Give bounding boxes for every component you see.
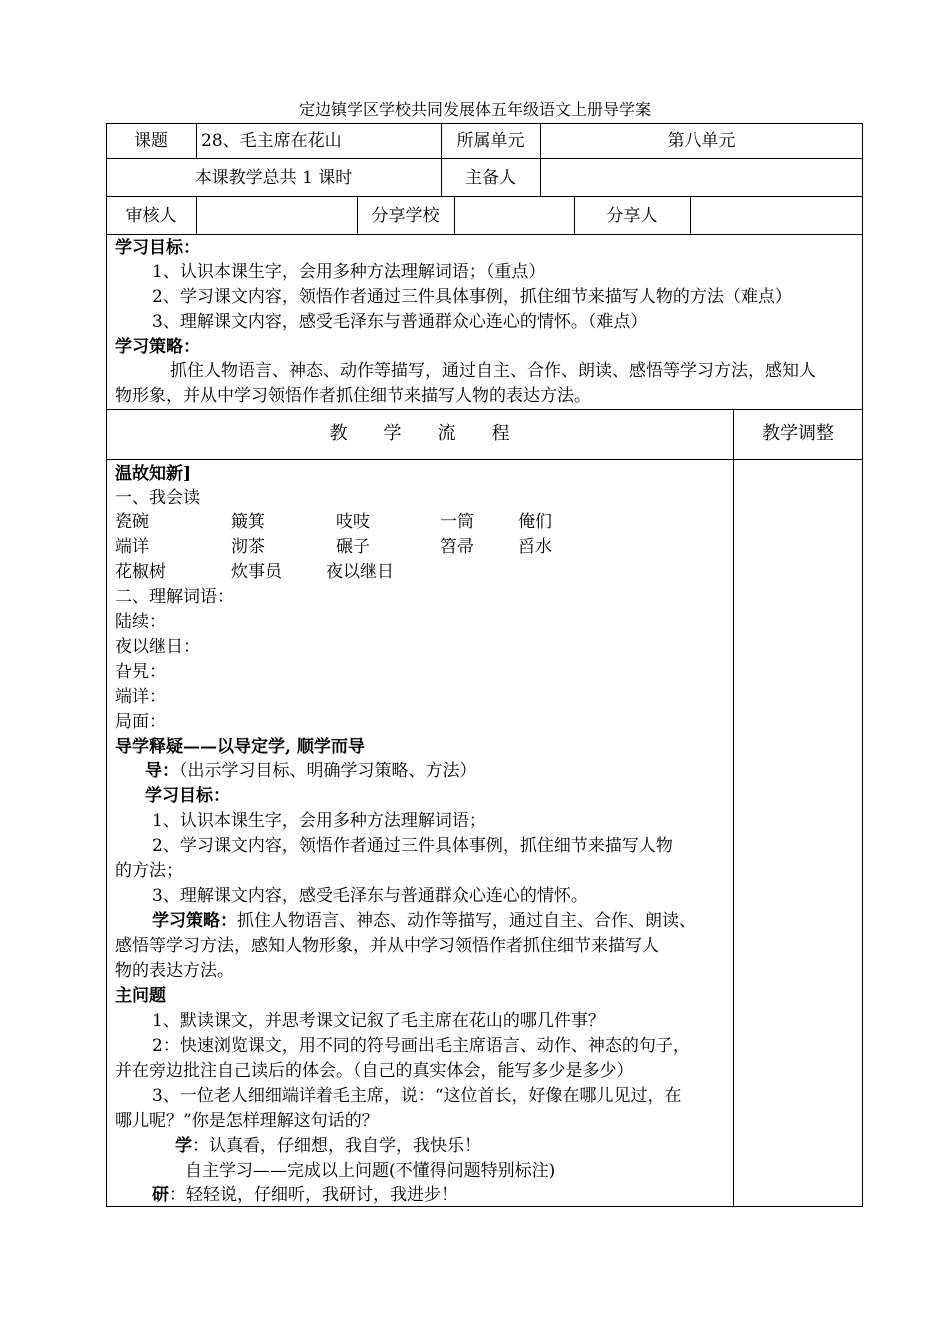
main-questions-heading: 主问题 [115, 986, 166, 1006]
dao-text: （出示学习目标、明确学习策略、方法） [179, 761, 477, 781]
flow-adjust-header: 教学调整 [762, 423, 834, 444]
lesson-hours: 本课教学总共 1 课时 [194, 168, 353, 188]
share-school-label: 分享学校 [371, 206, 440, 226]
strategy-line: 抓住人物语言、神态、动作等描写，通过自主、合作、朗读、感悟等学习方法，感知人 [170, 361, 816, 381]
guide-strategy-line: 感悟等学习方法，感知人物形象，并从中学习领悟作者抓住细节来描写人 [115, 936, 659, 956]
vocab-word: 沏茶 [231, 537, 265, 557]
guide-heading: 导学释疑——以导定学, 顺学而导 [115, 737, 365, 757]
col-divider [454, 196, 455, 234]
row-divider [106, 234, 863, 235]
question: 3、一位老人细细端详着毛主席，说：“这位首长，好像在哪儿见过，在 [152, 1086, 682, 1106]
question: 2：快速浏览课文，用不同的符号画出毛主席语言、动作、神态的句子， [152, 1036, 690, 1056]
flow-process-header: 教 学 流 程 [329, 423, 510, 444]
question: 1、默读课文，并思考课文记叙了毛主席在花山的哪几件事？ [152, 1011, 605, 1031]
vocab-word: 碾子 [336, 537, 370, 557]
unit-label: 所属单元 [456, 131, 525, 151]
guide-goal: 3、理解课文内容，感受毛泽东与普通群众心连心的情怀。 [152, 886, 588, 906]
term-item: 夜以继日： [115, 637, 200, 657]
yan-label: 研 [152, 1185, 169, 1205]
row-divider [106, 409, 863, 410]
guide-strategy [152, 909, 696, 933]
question: 哪儿呢？”你是怎样理解这句话的？ [115, 1111, 379, 1131]
guide-goal: 的方法； [115, 861, 183, 881]
vocab-word: 炊事员 [231, 562, 282, 582]
col-divider [196, 123, 197, 158]
vocab-word: 俺们 [518, 512, 552, 532]
vocab-word: 一筒 [440, 512, 474, 532]
term-item: 局面： [115, 712, 166, 732]
col-divider [196, 196, 197, 234]
strategy-label: 学习策略： [152, 911, 237, 931]
col-divider [733, 409, 734, 1207]
strategy-heading: 学习策略： [115, 337, 200, 357]
yan-line [152, 1183, 458, 1207]
goals-heading: 学习目标： [115, 238, 200, 258]
lesson-label: 课题 [134, 131, 168, 151]
term-item: 端详： [115, 687, 166, 707]
guide-goals-heading: 学习目标： [145, 786, 230, 806]
term-item: 陆续： [115, 612, 166, 632]
row-divider [106, 459, 863, 460]
col-divider [690, 196, 691, 234]
vocab-word: 舀水 [518, 537, 552, 557]
document-title: 定边镇学区学校共同发展体五年级语文上册导学案 [298, 100, 651, 119]
goal-item: 3、理解课文内容，感受毛泽东与普通群众心连心的情怀。（难点） [152, 312, 648, 332]
xue-text: ：认真看，仔细想，我自学，我快乐！ [192, 1136, 481, 1156]
preparer-label: 主备人 [465, 168, 516, 188]
vocab-word: 端详 [115, 537, 149, 557]
vocab-word: 瓷碗 [115, 512, 149, 532]
goal-item: 1、认识本课生字，会用多种方法理解词语；（重点） [152, 262, 546, 282]
unit-value: 第八单元 [667, 131, 736, 151]
dao-label: 导： [145, 761, 179, 781]
strategy-text: 抓住人物语言、神态、动作等描写，通过自主、合作、朗读、 [237, 911, 696, 931]
goal-item: 2、学习课文内容，领悟作者通过三件具体事例，抓住细节来描写人物的方法（难点） [152, 287, 792, 307]
question: 并在旁边批注自己读后的体会。（自己的真实体会，能写多少是多少） [115, 1061, 634, 1081]
xue-line [175, 1134, 481, 1158]
guide-goal: 2、学习课文内容，领悟作者通过三件具体事例，抓住细节来描写人物 [152, 836, 673, 856]
sharer-label: 分享人 [606, 206, 658, 226]
guide-dao [145, 759, 477, 783]
row-divider [106, 196, 863, 197]
guide-goal: 1、认识本课生字，会用多种方法理解词语； [152, 811, 486, 831]
vocab-word: 吱吱 [336, 512, 370, 532]
vocab-word: 花椒树 [115, 562, 166, 582]
vocab-word: 簸箕 [231, 512, 265, 532]
vocab-word: 夜以继日 [326, 562, 394, 582]
row-divider [106, 158, 863, 159]
xue-label: 学 [175, 1136, 192, 1156]
understand-heading: 二、理解词语： [115, 587, 234, 607]
reviewer-label: 审核人 [125, 206, 177, 226]
review-heading: 温故知新] [115, 464, 192, 484]
lesson-value: 28、毛主席在花山 [201, 131, 342, 151]
guide-strategy-line: 物的表达方法。 [115, 961, 234, 981]
read-heading: 一、我会读 [115, 488, 200, 508]
self-study-line: 自主学习——完成以上问题(不懂得问题特别标注) [185, 1161, 556, 1181]
yan-text: ：轻轻说，仔细听，我研讨，我进步！ [169, 1185, 458, 1205]
strategy-line: 物形象，并从中学习领悟作者抓住细节来描写人物的表达方法。 [115, 386, 591, 406]
term-item: 旮旯： [115, 662, 166, 682]
vocab-word: 笤帚 [440, 537, 474, 557]
